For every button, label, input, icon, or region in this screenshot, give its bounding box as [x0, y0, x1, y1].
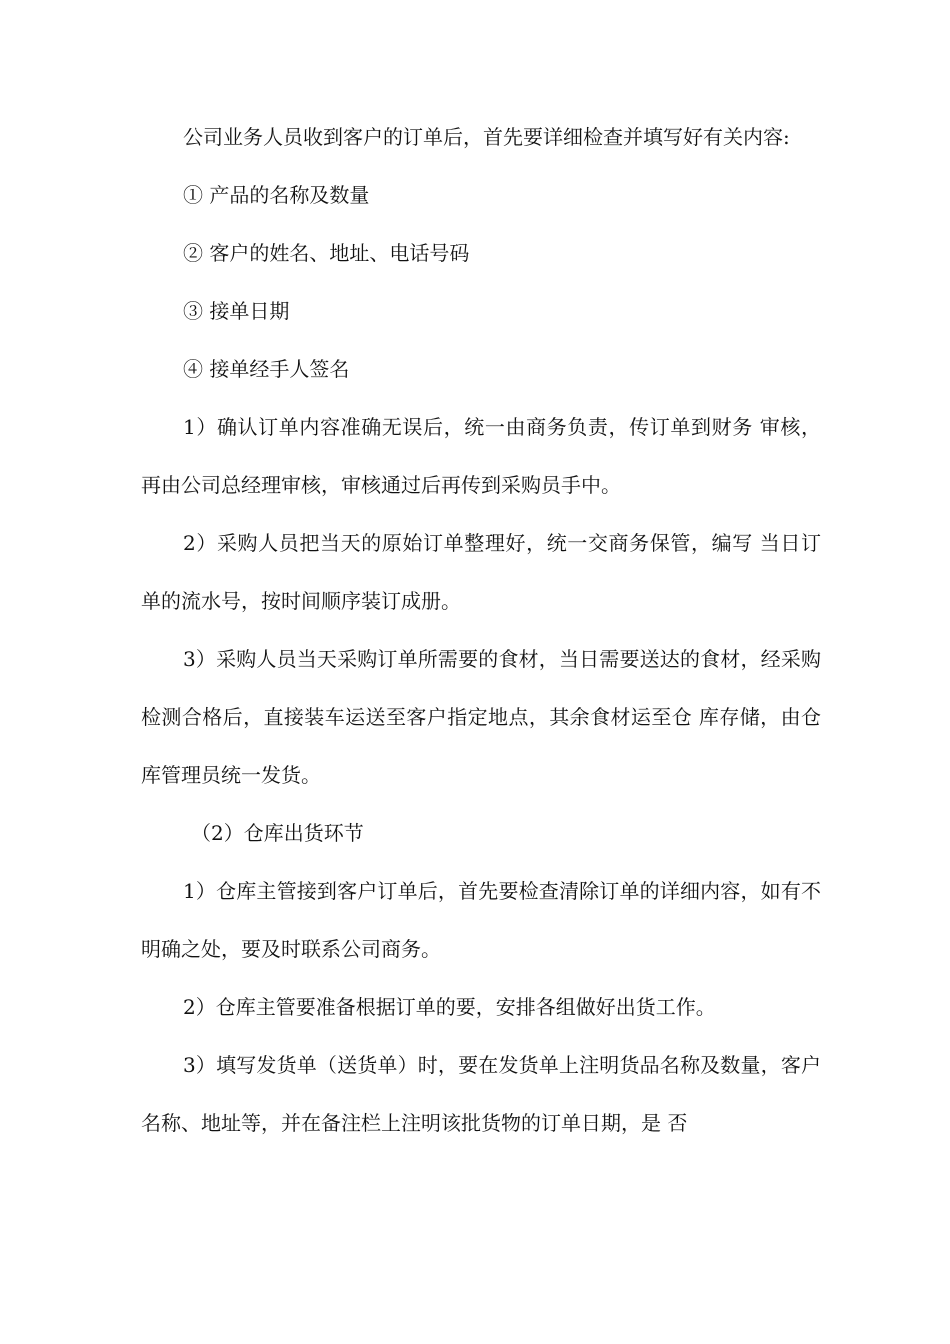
paragraph-warehouse-3: 3）填写发货单（送货单）时，要在发货单上注明货品名称及数量，客户名称、地址等，并在备注栏上注明该批货物的订单日期，是 否	[141, 1053, 821, 1135]
paragraph-intro: 公司业务人员收到客户的订单后，首先要详细检查并填写好有关内容:	[183, 125, 790, 149]
paragraph-step-3: 3）采购人员当天采购订单所需要的食材，当日需要送达的食材，经采购检测合格后，直接装车运送至客户指定地点，其余食材运至仓 库存储，由仓库管理员统一发货。	[141, 647, 821, 787]
paragraph-warehouse-2: 2）仓库主管要准备根据订单的要，安排各组做好出货工作。	[183, 995, 716, 1019]
list-item-signature: ④ 接单经手人签名	[183, 357, 350, 381]
document-body	[141, 108, 821, 1152]
list-item-customer: ② 客户的姓名、地址、电话号码	[183, 241, 470, 265]
list-item-date: ③ 接单日期	[183, 299, 290, 323]
section-heading-warehouse: （2）仓库出货环节	[191, 821, 364, 845]
list-item-product: ① 产品的名称及数量	[183, 183, 370, 207]
paragraph-step-1: 1）确认订单内容准确无误后，统一由商务负责，传订单到财务 审核，再由公司总经理审核，审核通过后再传到采购员手中。	[141, 415, 821, 497]
paragraph-step-2: 2）采购人员把当天的原始订单整理好，统一交商务保管，编写 当日订单的流水号，按时间顺序装订成册。	[141, 531, 821, 613]
paragraph-warehouse-1: 1）仓库主管接到客户订单后，首先要检查清除订单的详细内容，如有不明确之处，要及时联系公司商务。	[141, 879, 821, 961]
